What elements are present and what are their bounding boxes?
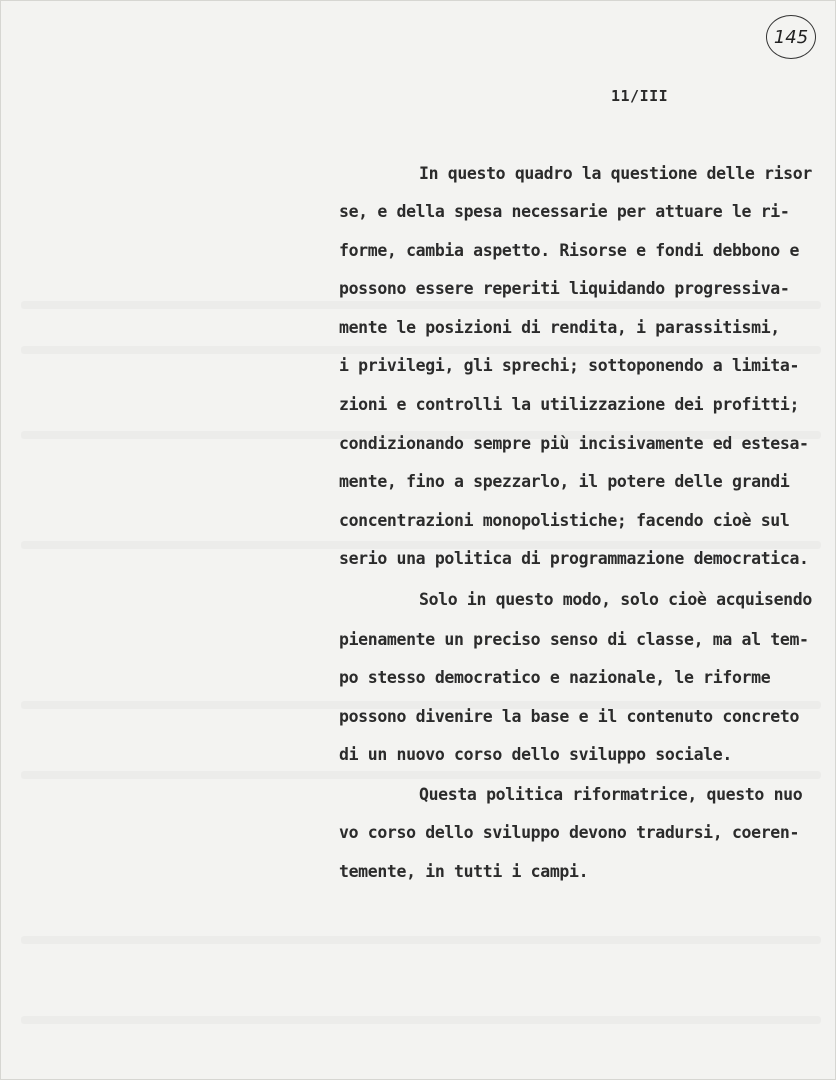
text-line: serio una politica di programmazione democratica. — [339, 549, 809, 568]
text-line: di un nuovo corso dello sviluppo sociale. — [339, 745, 732, 764]
text-line: concentrazioni monopolistiche; facendo cioè sul — [339, 511, 790, 530]
bleed-through-line — [21, 541, 821, 549]
handwritten-page-number: 145 — [766, 15, 816, 59]
text-line: po stesso democratico e nazionale, le riforme — [339, 668, 771, 687]
text-line: i privilegi, gli sprechi; sottoponendo a limita- — [339, 356, 800, 375]
text-line: se, e della spesa necessarie per attuare le ri- — [339, 202, 790, 221]
bleed-through-line — [21, 771, 821, 779]
bleed-through-line — [21, 346, 821, 354]
text-line: pienamente un preciso senso di classe, ma al tem- — [339, 630, 809, 649]
text-line: vo corso dello sviluppo devono tradursi, coeren- — [339, 823, 800, 842]
text-line: zioni e controlli la utilizzazione dei profitti; — [339, 395, 800, 414]
text-line: mente le posizioni di rendita, i parassitismi, — [339, 318, 780, 337]
text-line: forme, cambia aspetto. Risorse e fondi debbono e — [339, 241, 800, 260]
bleed-through-line — [21, 301, 821, 309]
text-line: possono divenire la base e il contenuto concreto — [339, 707, 800, 726]
text-line: possono essere reperiti liquidando progressiva- — [339, 279, 790, 298]
text-line: temente, in tutti i campi. — [339, 862, 589, 881]
text-line: condizionando sempre più incisivamente ed estesa- — [339, 434, 809, 453]
text-line: mente, fino a spezzarlo, il potere delle grandi — [339, 472, 790, 491]
text-line: Questa politica riformatrice, questo nuo — [419, 785, 803, 804]
section-reference: 11/III — [611, 87, 669, 105]
bleed-through-line — [21, 1016, 821, 1024]
text-line: In questo quadro la questione delle risor — [419, 164, 812, 183]
bleed-through-line — [21, 936, 821, 944]
text-line: Solo in questo modo, solo cioè acquisendo — [419, 590, 812, 609]
